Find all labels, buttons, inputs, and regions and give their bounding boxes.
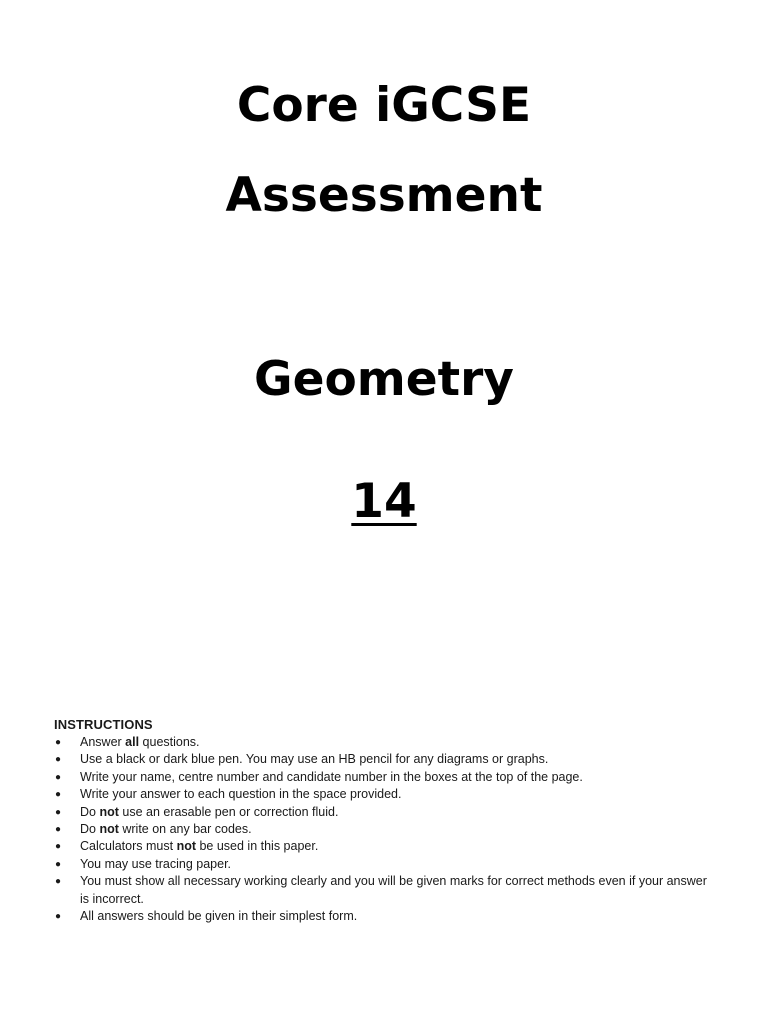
instruction-text: write on any bar codes. xyxy=(118,822,252,837)
instruction-emphasis: all xyxy=(125,735,140,749)
bullet-icon: ● xyxy=(55,737,62,748)
instruction-text: Answer xyxy=(80,735,126,749)
instructions-heading: INSTRUCTIONS xyxy=(54,717,153,732)
instruction-item xyxy=(54,821,714,838)
instruction-item xyxy=(54,751,714,768)
instruction-text: questions. xyxy=(139,735,200,749)
assessment-number: 14 xyxy=(351,474,417,529)
instruction-item xyxy=(54,856,714,873)
bullet-icon: ● xyxy=(55,876,62,888)
instruction-item xyxy=(54,786,714,803)
instruction-item xyxy=(54,873,714,908)
instruction-text: Do xyxy=(80,822,100,837)
instruction-emphasis: not xyxy=(176,839,196,854)
instruction-text: be used in this paper. xyxy=(196,839,319,854)
bullet-icon: ● xyxy=(55,841,62,853)
instruction-emphasis: not xyxy=(99,822,119,837)
instructions-list xyxy=(54,734,714,925)
instruction-text: Use a black or dark blue pen. You may use an HB pencil for any diagrams or graphs. xyxy=(80,752,549,767)
bullet-icon: ● xyxy=(55,824,62,836)
instruction-text: use an erasable pen or correction fluid. xyxy=(118,804,339,819)
instruction-text: You must show all necessary working clearly and you will be given marks for correct methods even if your answer is incorrect. xyxy=(80,874,707,906)
instruction-text: Do xyxy=(80,804,100,819)
instruction-text: All answers should be given in their simplest form. xyxy=(80,909,358,924)
title-line-1: Core iGCSE xyxy=(236,78,532,133)
bullet-icon: ● xyxy=(55,911,62,923)
bullet-icon: ● xyxy=(55,858,62,870)
instruction-item xyxy=(54,804,714,821)
instruction-item xyxy=(54,838,714,855)
instruction-text: Write your answer to each question in the space provided. xyxy=(80,787,402,802)
instructions-section xyxy=(54,717,714,925)
bullet-icon: ● xyxy=(55,754,62,766)
instruction-text: You may use tracing paper. xyxy=(80,856,232,871)
subject-title: Geometry xyxy=(254,352,514,407)
instruction-item xyxy=(54,908,714,925)
title-line-2: Assessment xyxy=(225,168,543,223)
instruction-text: Calculators must xyxy=(80,839,177,854)
instruction-item xyxy=(54,769,714,786)
bullet-icon: ● xyxy=(55,789,62,801)
instruction-item xyxy=(54,734,714,751)
bullet-icon: ● xyxy=(55,771,62,783)
instruction-emphasis: not xyxy=(99,804,119,819)
bullet-icon: ● xyxy=(55,806,62,818)
instruction-text: Write your name, centre number and candidate number in the boxes at the top of the page. xyxy=(80,769,583,784)
